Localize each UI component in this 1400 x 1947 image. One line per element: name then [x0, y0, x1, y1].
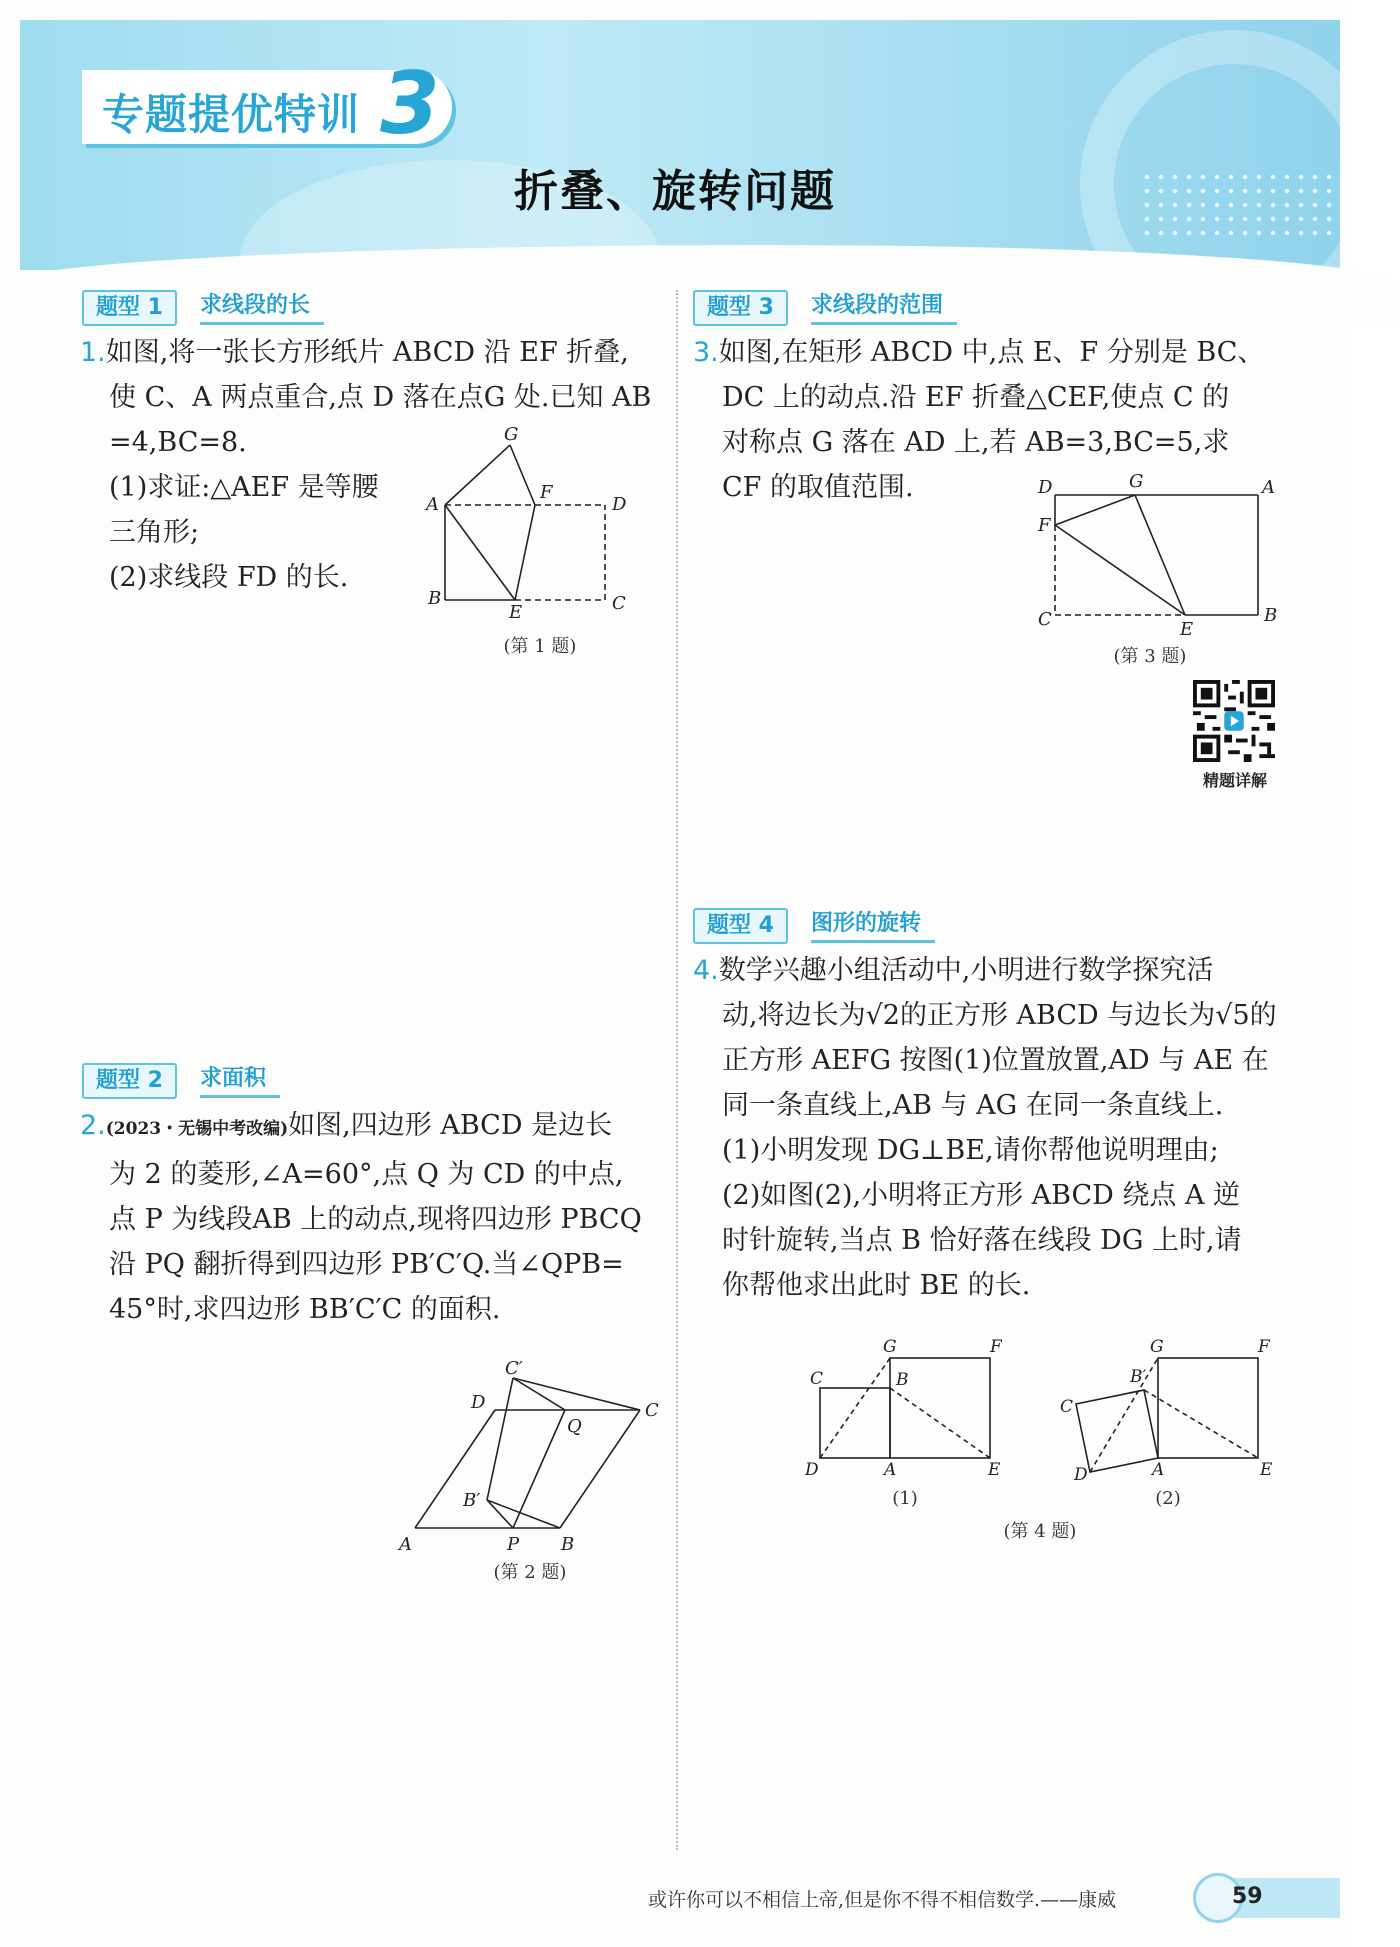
fig4b-square-AEFG — [1158, 1358, 1258, 1458]
fig2-edge-AD — [415, 1410, 495, 1528]
fig1-label-D: D — [612, 494, 627, 515]
problem-number: 2. — [80, 1110, 106, 1141]
fig4b-label-B: B′ — [1130, 1367, 1147, 1387]
problem-line: 点 P 为线段AB 上的动点,现将四边形 PBCQ — [109, 1204, 642, 1235]
fig2-label-B: B — [561, 1534, 575, 1555]
fig3-label-D: D — [1038, 477, 1053, 498]
footer-quote: 或许你可以不相信上帝,但是你不得不相信数学.——康威 — [648, 1889, 1117, 1911]
fig1-label-A: A — [426, 494, 439, 515]
figure-2-caption: (第 2 题) — [493, 1562, 567, 1583]
section-label: 题型 3 — [693, 290, 788, 326]
fig2-label-A: A — [399, 1534, 412, 1555]
fig4b-label-C: C — [1060, 1397, 1074, 1417]
section-name: 求面积 — [200, 1063, 280, 1098]
problem-line: 同一条直线上,AB 与 AG 在同一条直线上. — [722, 1090, 1224, 1121]
problem-subquestion: (1)求证:△AEF 是等腰 — [109, 472, 379, 503]
problem-line: 如图,四边形 ABCD 是边长 — [288, 1110, 613, 1141]
column-divider — [676, 290, 678, 1850]
problem-line: 动,将边长为√2的正方形 ABCD 与边长为√5的 — [722, 1000, 1277, 1031]
fig4b-label-G: G — [1150, 1337, 1164, 1357]
qr-code-label: 精题详解 — [1202, 771, 1267, 790]
fig1-edge-GF — [510, 445, 535, 505]
fig2-label-C1: C′ — [505, 1358, 523, 1379]
fig4a-label-D: D — [805, 1460, 819, 1480]
fig4a-label-A: A — [884, 1460, 897, 1480]
problem-number: 3. — [693, 337, 719, 368]
figure-4-1 — [800, 1330, 1010, 1480]
section-name: 图形的旋转 — [811, 908, 935, 943]
fig3-label-E: E — [1180, 619, 1194, 640]
fig4a-square-ABCD — [820, 1388, 890, 1458]
page-title: 折叠、旋转问题 — [514, 166, 836, 217]
fig4a-label-E: E — [988, 1460, 1001, 1480]
problem-line: CF 的取值范围. — [722, 472, 914, 503]
problem-line: DC 上的动点.沿 EF 折叠△CEF,使点 C 的 — [722, 382, 1230, 413]
figure-4-caption: (第 4 题) — [1003, 1521, 1077, 1542]
problem-number: 1. — [80, 337, 106, 368]
fig1-label-F: F — [540, 482, 553, 503]
figure-3 — [1030, 465, 1290, 640]
section-name: 求线段的范围 — [811, 290, 957, 325]
figure-4-2 — [1050, 1322, 1280, 1485]
fig1-edge-FE — [515, 505, 535, 600]
section-label: 题型 4 — [693, 908, 788, 944]
problem-line: 三角形; — [109, 517, 200, 548]
problem-line: 使 C、A 两点重合,点 D 落在点G 处.已知 AB — [109, 382, 652, 413]
problem-line: 45°时,求四边形 BB′C′C 的面积. — [109, 1294, 501, 1325]
problem-number: 4. — [693, 955, 719, 986]
fig4b-label-F: F — [1258, 1337, 1270, 1357]
fig4a-label-B: B — [896, 1370, 909, 1390]
fig2-edge-B1C1 — [487, 1378, 513, 1500]
figure-1 — [420, 420, 670, 623]
fig1-label-C: C — [612, 593, 626, 614]
fig4b-label-D: D — [1074, 1465, 1088, 1485]
fig4b-label-E: E — [1260, 1460, 1273, 1480]
problem-line: 如图,在矩形 ABCD 中,点 E、F 分别是 BC、 — [718, 337, 1265, 368]
fig1-label-B: B — [428, 588, 442, 609]
fig1-edge-AG — [445, 445, 510, 505]
figure-4-1-caption: (1) — [892, 1488, 918, 1509]
fig1-label-G: G — [504, 424, 519, 445]
fig2-edge-PQ — [513, 1410, 565, 1528]
problem-subquestion: (2)如图(2),小明将正方形 ABCD 绕点 A 逆 — [722, 1180, 1241, 1211]
fig3-label-G: G — [1129, 471, 1144, 492]
fig2-label-P: P — [507, 1534, 520, 1555]
figure-4-2-caption: (2) — [1155, 1488, 1181, 1509]
header-banner — [20, 20, 1340, 270]
fig4b-label-A: A — [1152, 1460, 1165, 1480]
problem-source: (2023・无锡中考改编) — [105, 1119, 289, 1139]
fig4a-segment-DG — [820, 1358, 890, 1458]
topic-tag-number: 3 — [380, 54, 440, 154]
qr-code-icon[interactable] — [1193, 680, 1275, 762]
problem-subquestion: (2)求线段 FD 的长. — [109, 562, 349, 593]
fig3-label-B: B — [1264, 605, 1278, 626]
problem-line: 为 2 的菱形,∠A=60°,点 Q 为 CD 的中点, — [109, 1159, 624, 1190]
problem-2 — [80, 1103, 670, 1332]
fig4a-segment-BE — [890, 1388, 990, 1458]
fig4a-label-C: C — [810, 1369, 824, 1389]
topic-tag-text: 专题提优特训 — [102, 90, 361, 139]
problem-line: 时针旋转,当点 B 恰好落在线段 DG 上时,请 — [722, 1225, 1242, 1256]
fig2-edge-C1C — [513, 1378, 640, 1410]
fig1-label-E: E — [509, 602, 523, 623]
fig4b-segment-BE — [1144, 1390, 1258, 1458]
fig4b-segment-DG — [1090, 1358, 1158, 1472]
section-label: 题型 1 — [82, 290, 177, 326]
fig2-edge-C1Q — [513, 1378, 565, 1410]
fig2-label-Q: Q — [567, 1416, 582, 1437]
problem-line: 对称点 G 落在 AD 上,若 AB=3,BC=5,求 — [722, 427, 1230, 458]
problem-4 — [693, 948, 1333, 1308]
fig4a-label-F: F — [990, 1337, 1002, 1357]
figure-2 — [395, 1358, 675, 1560]
fig2-label-B1: B′ — [463, 1490, 481, 1511]
problem-line: 你帮他求出此时 BE 的长. — [722, 1270, 1031, 1301]
problem-line: =4,BC=8. — [109, 427, 247, 458]
fig3-label-F: F — [1038, 515, 1051, 536]
problem-line: 沿 PQ 翻折得到四边形 PB′C′Q.当∠QPB= — [109, 1249, 624, 1280]
figure-1-caption: (第 1 题) — [503, 636, 577, 657]
fig3-edge-FG — [1055, 495, 1135, 525]
fig4a-label-G: G — [883, 1337, 897, 1357]
section-name: 求线段的长 — [200, 290, 324, 325]
problem-line: 正方形 AEFG 按图(1)位置放置,AD 与 AE 在 — [722, 1045, 1269, 1076]
fig2-label-D: D — [471, 1392, 486, 1413]
problem-line: 数学兴趣小组活动中,小明进行数学探究活 — [718, 955, 1214, 986]
section-label: 题型 2 — [82, 1063, 177, 1099]
problem-line: 如图,将一张长方形纸片 ABCD 沿 EF 折叠, — [105, 337, 629, 368]
fig1-edge-AE — [445, 505, 515, 600]
fig3-label-A: A — [1262, 477, 1275, 498]
fig4b-square-ABCD — [1076, 1390, 1158, 1472]
page-number: 59 — [1232, 1884, 1263, 1909]
problem-subquestion: (1)小明发现 DG⊥BE,请你帮他说明理由; — [722, 1135, 1219, 1166]
fig2-label-C: C — [645, 1400, 659, 1421]
figure-3-caption: (第 3 题) — [1113, 646, 1187, 667]
fig3-label-C: C — [1038, 609, 1052, 630]
